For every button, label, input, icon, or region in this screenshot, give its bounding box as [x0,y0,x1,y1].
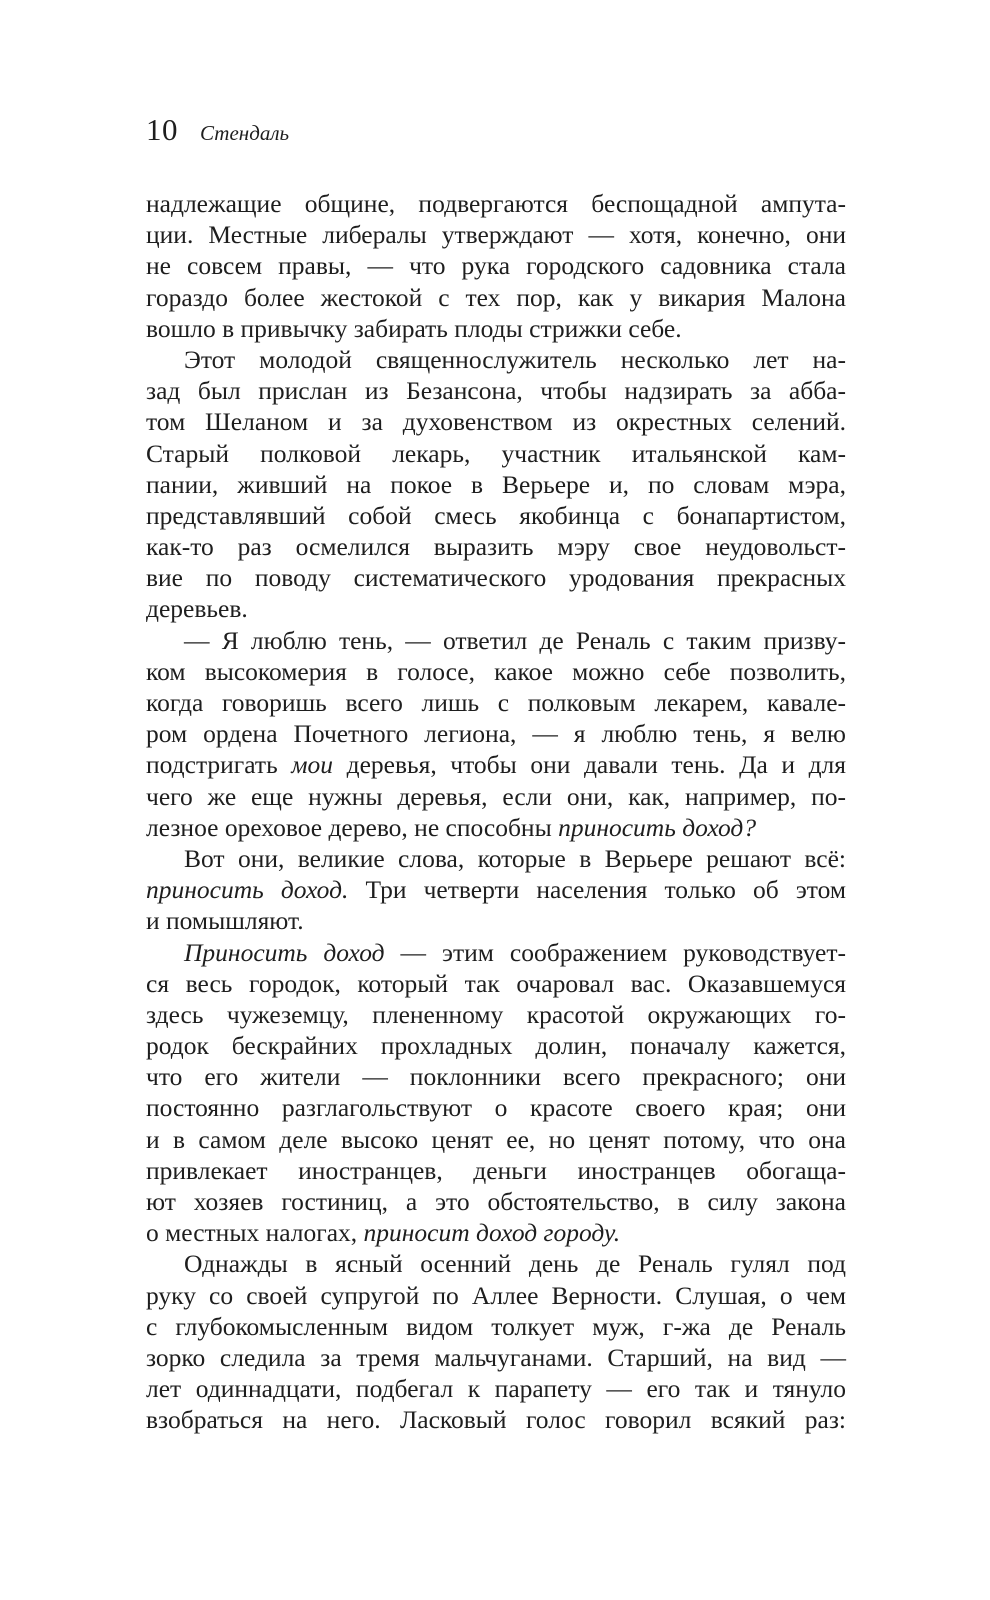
text-line: ком высокомерия в голосе, какое можно себе позволить, [146,656,846,686]
text-line: ром ордена Почетного легиона, — я люблю тень, я велю [146,719,846,749]
text-line: Приносить доход — этим соображением руководствует- [184,937,846,967]
italic-emphasis: мои [291,750,334,780]
italic-emphasis: приносить доход. [146,875,349,905]
text-line: взобраться на него. Ласковый голос говорил всякий раз: [146,1405,846,1435]
text-line: лезное ореховое дерево, не способны приносить доход? [146,812,757,842]
italic-emphasis: приносить доход? [558,812,757,842]
text-line: Вот они, великие слова, которые в Верьере решают всё: [184,843,846,873]
running-head-author: Стендаль [200,121,290,145]
text-line: вие по поводу систематического уродования прекрасных [146,563,846,593]
text-line: ют хозяев гостиниц, а это обстоятельство, в силу закона [146,1187,846,1216]
text-line: Однажды в ясный осенний день де Реналь гулял под [184,1249,846,1279]
text-line: здесь чужеземцу, плененному красотой окружающих го- [146,999,846,1029]
body-text [146,188,846,1436]
text-line: привлекает иностранцев, деньги иностранцев обогаща- [146,1155,846,1185]
text-line: лет одиннадцати, подбегал к парапету — его так и тянуло [146,1374,846,1404]
text-line: подстригать мои деревья, чтобы они давали тень. Да и для [146,750,846,780]
text-line: с глубокомысленным видом толкует муж, г-жа де Реналь [146,1311,846,1341]
text-line: как-то раз осмелился выразить мэру свое неудовольст- [146,532,846,562]
text-line: том Шеланом и за духовенством из окрестных селений. [146,407,846,437]
italic-emphasis: приносит доход городу. [363,1218,621,1248]
text-line: зорко следила за тремя мальчуганами. Старший, на вид — [146,1342,846,1372]
text-line: родок бескрайних прохладных долин, поначалу кажется, [146,1031,846,1061]
running-head [146,112,289,148]
text-line: Старый полковой лекарь, участник итальянской кам- [146,438,846,468]
text-line: о местных налогах, приносит доход городу. [146,1218,621,1248]
text-line: Этот молодой священнослужитель несколько лет на- [184,344,846,374]
text-line: пании, живший на покое в Верьере и, по словам мэра, [146,469,846,499]
page-number: 10 [146,112,178,147]
text-line: приносить доход. Три четверти населения только об этом [146,875,846,905]
text-line: гораздо более жестокой с тех пор, как у викария Малона [146,282,846,312]
italic-emphasis: Приносить доход [184,937,385,967]
text-line: и в самом деле высоко ценят ее, но ценят потому, что она [146,1124,846,1154]
text-line: когда говоришь всего лишь с полковым лекарем, кавале- [146,688,846,717]
text-line: и помышляют. [146,906,304,936]
text-line: ции. Местные либералы утверждают — хотя, конечно, они [146,220,846,250]
text-line: деревьев. [146,594,248,624]
text-line: постоянно разглагольствуют о красоте своего края; они [146,1093,846,1123]
text-line: вошло в привычку забирать плоды стрижки себе. [146,313,682,343]
text-line: ся весь городок, который так очаровал вас. Оказавшемуся [146,968,846,998]
text-line: — Я люблю тень, — ответил де Реналь с таким призву- [184,625,846,655]
text-line: что его жители — поклонники всего прекрасного; они [146,1062,846,1092]
text-line: надлежащие общине, подвергаются беспощадной ампута- [146,189,846,218]
text-line: не совсем правы, — что рука городского садовника стала [146,251,846,281]
text-line: представлявший собой смесь якобинца с бонапартистом, [146,500,846,530]
text-line: зад был прислан из Безансона, чтобы надзирать за абба- [146,376,846,406]
text-line: руку со своей супругой по Аллее Верности. Слушая, о чем [146,1280,846,1310]
text-line: чего же еще нужны деревья, если они, как, например, по- [146,781,846,811]
